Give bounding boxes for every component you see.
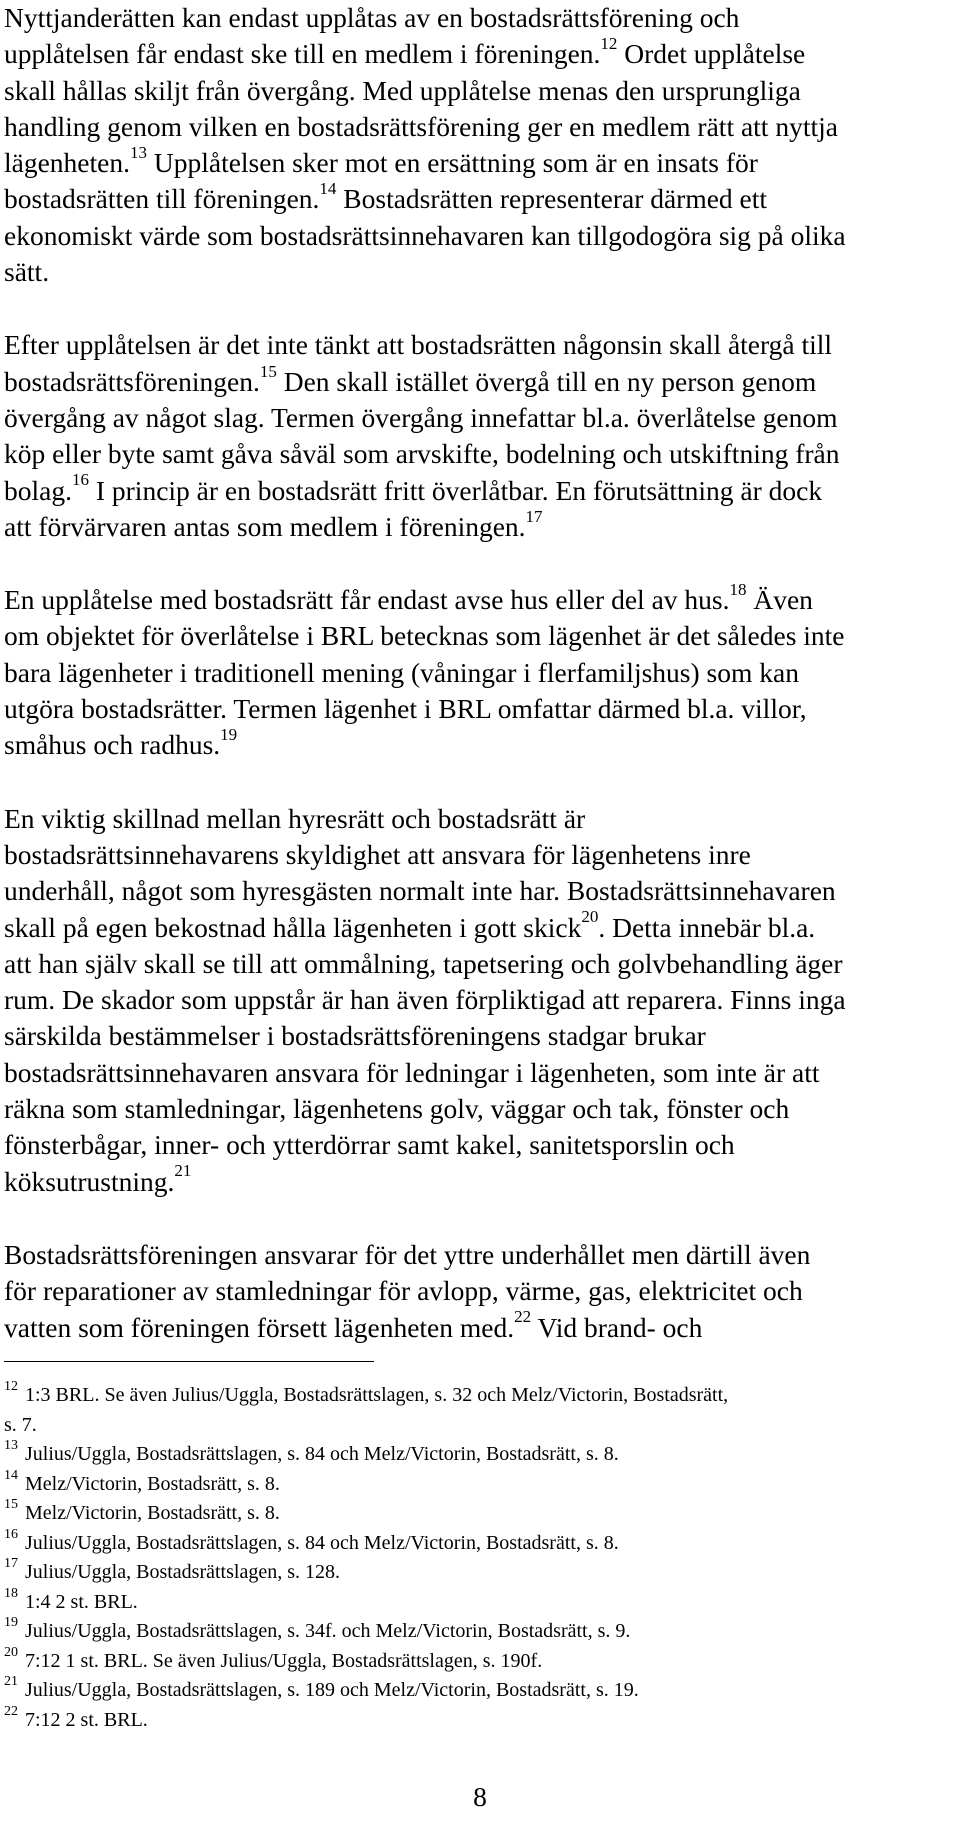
text-line <box>4 1161 944 1200</box>
paragraph <box>4 0 944 290</box>
text-segment: för reparationer av stamledningar för avlopp, värme, gas, elektricitet och <box>4 1275 803 1307</box>
text-segment: bolag. <box>4 474 72 506</box>
footnote-number: 22 <box>4 1703 18 1719</box>
footnote-reference: 22 <box>514 1307 532 1327</box>
text-segment: småhus och radhus. <box>4 729 221 761</box>
footnote <box>4 1526 944 1559</box>
text-line <box>4 218 944 254</box>
footnote <box>4 1676 944 1706</box>
footnote-number: 14 <box>4 1467 18 1483</box>
text-line <box>4 946 944 982</box>
text-segment: särskilda bestämmelser i bostadsrättsföreningens stadgar brukar <box>4 1020 706 1052</box>
footnote <box>4 1411 944 1441</box>
paragraph <box>4 327 944 545</box>
text-segment: köp eller byte samt gåva såväl som arvskifte, bodelning och utskiftning från <box>4 438 840 470</box>
footnote-number: 12 <box>4 1379 18 1395</box>
footnote-text: Julius/Uggla, Bostadsrättslagen, s. 84 och Melz/Victorin, Bostadsrätt, s. 8. <box>20 1443 619 1465</box>
text-line <box>4 506 944 545</box>
text-segment: bostadsrättsinnehavarens skyldighet att ansvara för lägenhetens inre <box>4 838 751 870</box>
footnote-text: Melz/Victorin, Bostadsrätt, s. 8. <box>20 1472 280 1495</box>
text-segment: lägenheten. <box>4 147 130 179</box>
text-segment: En upplåtelse med bostadsrätt får endast avse hus eller del av hus. <box>4 584 730 616</box>
footnote-text: 1:3 BRL. Se även Julius/Uggla, Bostadsrättslagen, s. 32 och Melz/Victorin, Bostadsrätt, <box>20 1384 729 1406</box>
text-line <box>4 691 944 727</box>
text-segment: handling genom vilken en bostadsrättsförening ger en medlem rätt att nyttja <box>4 110 838 142</box>
text-line <box>4 873 944 909</box>
footnote-number: 19 <box>4 1615 18 1631</box>
footnote <box>4 1467 944 1500</box>
text-segment: räkna som stamledningar, lägenhetens golv, väggar och tak, fönster och <box>4 1093 790 1125</box>
text-segment: att han själv skall se till att ommålning, tapetsering och golvbehandling äger <box>4 947 843 979</box>
text-line <box>4 36 944 72</box>
text-segment: Även <box>746 584 813 616</box>
text-segment: underhåll, något som hyresgästen normalt inte har. Bostadsrättsinnehavaren <box>4 875 836 907</box>
footnote-number: 18 <box>4 1585 18 1601</box>
text-segment: . Detta innebär bl.a. <box>598 911 816 943</box>
footnote-number: 17 <box>4 1556 18 1572</box>
text-segment: Upplåtelsen sker mot en ersättning som är en insats för <box>146 147 758 179</box>
footnote <box>4 1644 944 1677</box>
text-segment: bostadsrätten till föreningen. <box>4 183 320 215</box>
footnote-reference: 16 <box>71 470 89 490</box>
footnote-number: 20 <box>4 1644 18 1660</box>
footnote <box>4 1617 944 1647</box>
text-line <box>4 1127 944 1163</box>
footnote-text: Julius/Uggla, Bostadsrättslagen, s. 84 och Melz/Victorin, Bostadsrätt, s. 8. <box>20 1531 619 1554</box>
paragraph <box>4 801 944 1200</box>
text-line <box>4 1273 944 1309</box>
footnote-reference: 15 <box>259 361 277 381</box>
text-segment: En viktig skillnad mellan hyresrätt och bostadsrätt är <box>4 802 586 834</box>
footnote-number: 16 <box>4 1526 18 1542</box>
text-line <box>4 73 944 109</box>
text-line <box>4 1018 944 1054</box>
text-line <box>4 655 944 691</box>
footnote-text: Julius/Uggla, Bostadsrättslagen, s. 189 och Melz/Victorin, Bostadsrätt, s. 19. <box>20 1679 639 1701</box>
footnote-text: s. 7. <box>4 1413 37 1436</box>
footnote <box>4 1499 944 1529</box>
text-segment: vatten som föreningen försett lägenheten med. <box>4 1311 515 1343</box>
footnote-reference: 18 <box>729 580 747 599</box>
text-line <box>4 1091 944 1127</box>
text-segment: bostadsrättsinnehavaren ansvara för ledningar i lägenheten, som inte är att <box>4 1056 820 1088</box>
text-segment: bostadsrättsföreningen. <box>4 365 260 397</box>
text-line <box>4 145 944 181</box>
text-segment: I princip är en bostadsrätt fritt överlåtbar. En förutsättning är dock <box>88 474 823 506</box>
text-line <box>4 254 944 290</box>
text-segment: skall på egen bekostnad hålla lägenheten i gott skick <box>4 911 582 943</box>
text-line <box>4 327 944 363</box>
text-segment: sätt. <box>4 256 50 288</box>
footnote-number: 15 <box>4 1497 18 1513</box>
text-line <box>4 400 944 436</box>
footnote <box>4 1585 944 1618</box>
text-segment: om objektet för överlåtelse i BRL betecknas som lägenhet är det således inte <box>4 620 845 652</box>
text-segment: rum. De skador som uppstår är han även förpliktigad att reparera. Finns inga <box>4 984 846 1016</box>
text-segment: Nyttjanderätten kan endast upplåtas av en bostadsrättsförening och <box>4 2 740 33</box>
footnote-reference: 12 <box>600 34 618 54</box>
text-segment: upplåtelsen får endast ske till en medlem i föreningen. <box>4 38 601 70</box>
text-segment: bara lägenheter i traditionell mening (våningar i flerfamiljshus) som kan <box>4 656 799 688</box>
footnote-number: 21 <box>4 1674 18 1690</box>
text-segment: ekonomiskt värde som bostadsrättsinnehavaren kan tillgodogöra sig på olika <box>4 219 846 251</box>
footnote-text: Julius/Uggla, Bostadsrättslagen, s. 128. <box>20 1561 340 1583</box>
paragraph <box>4 582 944 763</box>
text-line <box>4 470 944 509</box>
footnote-reference: 17 <box>525 506 543 526</box>
text-segment: Ordet upplåtelse <box>617 38 806 70</box>
footnote-reference: 19 <box>220 725 238 745</box>
text-line <box>4 837 944 873</box>
text-line <box>4 801 944 837</box>
text-line <box>4 1237 944 1273</box>
text-segment: Bostadsrätten representerar därmed ett <box>336 183 768 215</box>
footnote-text: 7:12 1 st. BRL. Se även Julius/Uggla, Bostadsrättslagen, s. 190f. <box>20 1649 543 1672</box>
text-line <box>4 1055 944 1091</box>
text-segment: utgöra bostadsrätter. Termen lägenhet i BRL omfattar därmed bl.a. villor, <box>4 693 807 725</box>
text-line <box>4 727 944 763</box>
footnote <box>4 1440 944 1470</box>
text-segment: Bostadsrättsföreningen ansvarar för det yttre underhållet men därtill även <box>4 1238 811 1270</box>
text-segment: skall hållas skiljt från övergång. Med upplåtelse menas den ursprungliga <box>4 74 801 106</box>
text-line <box>4 907 944 946</box>
footnote-reference: 13 <box>129 143 147 163</box>
footnote-reference: 21 <box>174 1161 192 1181</box>
footnote-text: Melz/Victorin, Bostadsrätt, s. 8. <box>20 1502 280 1524</box>
footnote-text: 7:12 2 st. BRL. <box>20 1708 148 1731</box>
text-segment: övergång av något slag. Termen övergång innefattar bl.a. överlåtelse genom <box>4 401 838 433</box>
footnote-reference: 20 <box>581 907 599 927</box>
text-line <box>4 0 944 36</box>
footnote-number: 13 <box>4 1438 18 1454</box>
footnotes <box>4 1381 944 1735</box>
text-line <box>4 1307 944 1346</box>
text-line <box>4 582 944 618</box>
paragraph <box>4 1237 944 1346</box>
text-segment: Den skall istället övergå till en ny person genom <box>276 365 817 397</box>
text-segment: Vid brand- och <box>531 1311 703 1343</box>
text-segment: Efter upplåtelsen är det inte tänkt att bostadsrätten någonsin skall återgå till <box>4 329 833 361</box>
text-line <box>4 361 944 400</box>
text-segment: köksutrustning. <box>4 1165 175 1197</box>
body-text <box>4 0 944 1346</box>
footnote-text: 1:4 2 st. BRL. <box>20 1590 138 1613</box>
text-line <box>4 618 944 654</box>
text-line <box>4 436 944 472</box>
footnote <box>4 1558 944 1588</box>
footnote-reference: 14 <box>319 179 337 199</box>
text-segment: att förvärvaren antas som medlem i föreningen. <box>4 510 526 542</box>
footnote <box>4 1381 944 1411</box>
page-number: 8 <box>473 1781 487 1812</box>
text-line <box>4 982 944 1018</box>
footnote <box>4 1703 944 1736</box>
footnote-text: Julius/Uggla, Bostadsrättslagen, s. 34f. och Melz/Victorin, Bostadsrätt, s. 9. <box>20 1620 631 1642</box>
text-segment: fönsterbågar, inner- och ytterdörrar samt kakel, sanitetsporslin och <box>4 1129 735 1161</box>
text-line <box>4 109 944 145</box>
footnote-separator <box>4 1361 374 1362</box>
text-line <box>4 181 944 217</box>
